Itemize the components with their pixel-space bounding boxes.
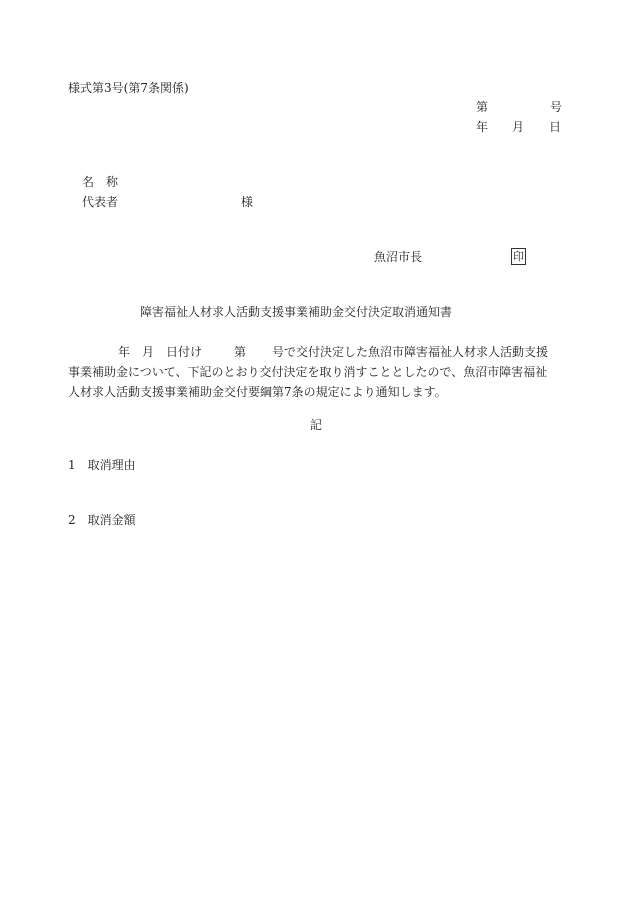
date-day: 日 (549, 120, 562, 134)
form-label: 様式第3号(第7条関係) (68, 81, 189, 95)
body-line-2: 事業補助金について、下記のとおり交付決定を取り消すこととしたので、魚沼市障害福祉 (68, 365, 548, 379)
date-month: 月 (512, 120, 525, 134)
body-line-3: 人材求人活動支援事業補助金交付要綱第7条の規定により通知します。 (68, 385, 447, 399)
sender-mayor: 魚沼市長 (374, 250, 423, 264)
item-1-label: 取消理由 (87, 458, 136, 472)
item-2-label: 取消金額 (87, 513, 136, 527)
recipient-honorific: 様 (241, 195, 254, 209)
body-date-placeholder: 年 月 日付け (118, 345, 203, 359)
body-line-1-rest: 号で交付決定した魚沼市障害福祉人材求人活動支援 (272, 345, 549, 359)
item-2 (68, 513, 136, 527)
body-paragraph (68, 342, 563, 402)
document-title: 障害福祉人材求人活動支援事業補助金交付決定取消通知書 (140, 305, 453, 319)
seal-mark: 印 (513, 250, 524, 263)
doc-number-prefix: 第 (476, 100, 489, 114)
body-line-1 (68, 342, 563, 362)
recipient-rep-label: 代表者 (82, 195, 119, 209)
ki-heading: 記 (310, 418, 323, 432)
date-year: 年 (476, 120, 489, 134)
doc-number-suffix: 号 (550, 100, 563, 114)
item-2-number: 2 (68, 513, 76, 527)
recipient-name-label: 名 称 (82, 175, 119, 189)
item-1 (68, 458, 136, 472)
item-1-number: 1 (68, 458, 76, 472)
body-number-prefix: 第 (234, 345, 247, 359)
